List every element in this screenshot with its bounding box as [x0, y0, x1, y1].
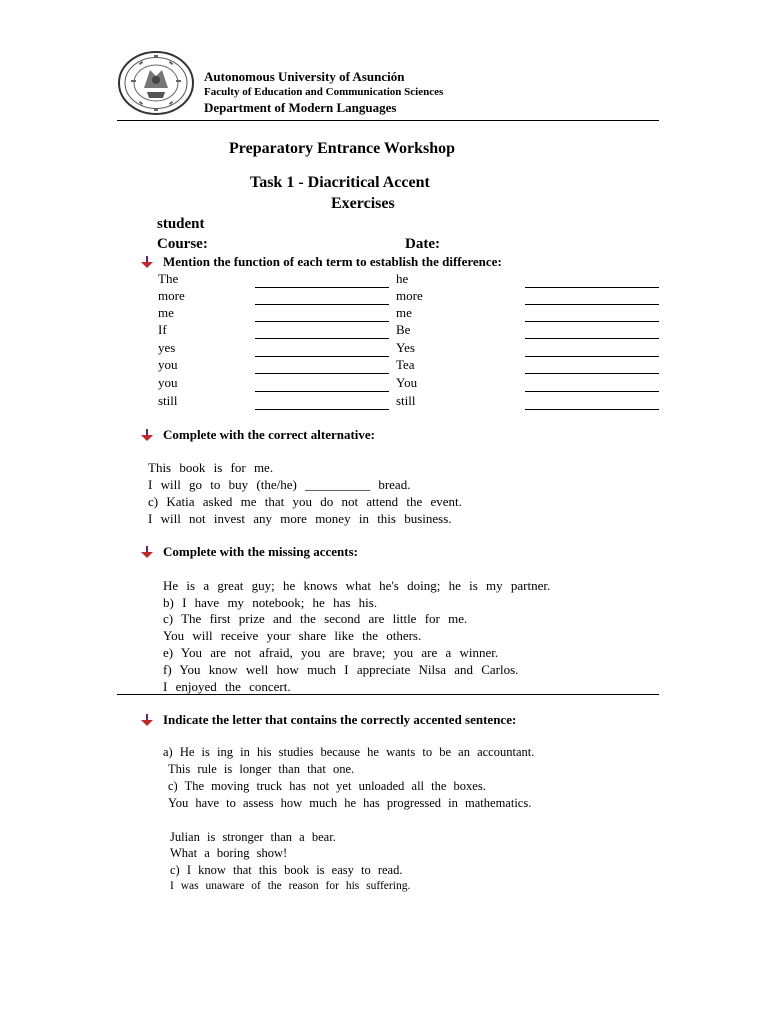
section3-instruction: Complete with the missing accents:	[163, 544, 358, 559]
exercise-sentence: c) I know that this book is easy to read.	[170, 863, 403, 877]
answer-blank-left[interactable]	[255, 321, 389, 322]
section1-instruction: Mention the function of each term to establish the difference:	[163, 254, 502, 269]
right-term: more	[396, 288, 423, 303]
answer-blank-left[interactable]	[255, 287, 389, 288]
header-divider	[117, 120, 659, 121]
exercise-sentence: This rule is longer than that one.	[168, 762, 355, 776]
answer-blank-right[interactable]	[525, 391, 659, 392]
arrow-bullet-icon	[141, 429, 153, 441]
exercise-sentence: Julian is stronger than a bear.	[170, 830, 336, 844]
workshop-title: Preparatory Entrance Workshop	[229, 140, 456, 157]
department-name: Department of Modern Languages	[204, 100, 397, 115]
exercise-sentence: I will go to buy (the/he) __________ bread.	[148, 477, 411, 492]
right-term: still	[396, 393, 416, 408]
answer-blank-left[interactable]	[255, 409, 389, 410]
answer-blank-left[interactable]	[255, 373, 389, 374]
exercise-sentence: b) I have my notebook; he has his.	[163, 595, 378, 610]
answer-blank-right[interactable]	[525, 373, 659, 374]
answer-blank-right[interactable]	[525, 287, 659, 288]
left-term: still	[158, 393, 178, 408]
right-term: Yes	[396, 340, 415, 355]
arrow-bullet-icon	[141, 256, 153, 268]
arrow-bullet-icon	[141, 546, 153, 558]
exercises-title: Exercises	[331, 195, 395, 212]
left-term: me	[158, 305, 174, 320]
answer-blank-left[interactable]	[255, 304, 389, 305]
section4-instruction: Indicate the letter that contains the correctly accented sentence:	[163, 712, 517, 727]
right-term: me	[396, 305, 412, 320]
exercise-sentence: You will receive your share like the others.	[163, 628, 422, 643]
exercise-sentence: What a boring show!	[170, 846, 288, 860]
answer-blank-right[interactable]	[525, 356, 659, 357]
right-term: You	[396, 375, 418, 390]
course-label: Course:	[157, 236, 208, 252]
exercise-sentence: This book is for me.	[148, 460, 274, 475]
section2-instruction: Complete with the correct alternative:	[163, 427, 376, 442]
exercise-sentence: f) You know well how much I appreciate Nilsa and Carlos.	[163, 662, 519, 677]
answer-blank-left[interactable]	[255, 391, 389, 392]
left-term: more	[158, 288, 185, 303]
exercise-sentence: c) Katia asked me that you do not attend the event.	[148, 494, 462, 509]
exercise-sentence: I will not invest any more money in this business.	[148, 511, 452, 526]
exercise-sentence: I was unaware of the reason for his suffering.	[170, 880, 411, 892]
university-seal-icon	[117, 50, 195, 116]
university-name: Autonomous University of Asunción	[204, 69, 405, 84]
right-term: he	[396, 271, 409, 286]
answer-blank-left[interactable]	[255, 338, 389, 339]
arrow-bullet-icon	[141, 714, 153, 726]
exercise-sentence: e) You are not afraid, you are brave; you are a winner.	[163, 645, 499, 660]
left-term: If	[158, 322, 167, 337]
answer-blank-right[interactable]	[525, 338, 659, 339]
page-divider	[117, 694, 659, 695]
right-term: Be	[396, 322, 411, 337]
task-title: Task 1 - Diacritical Accent	[250, 174, 430, 191]
left-term: you	[158, 375, 178, 390]
exercise-sentence: c) The first prize and the second are little for me.	[163, 611, 468, 626]
exercise-sentence: I enjoyed the concert.	[163, 679, 291, 694]
answer-blank-right[interactable]	[525, 304, 659, 305]
exercise-sentence: a) He is ing in his studies because he wants to be an accountant.	[163, 745, 535, 759]
left-term: The	[158, 271, 179, 286]
exercise-sentence: He is a great guy; he knows what he's doing; he is my partner.	[163, 578, 551, 593]
left-term: you	[158, 357, 178, 372]
answer-blank-left[interactable]	[255, 356, 389, 357]
answer-blank-right[interactable]	[525, 321, 659, 322]
exercise-sentence: You have to assess how much he has progressed in mathematics.	[168, 796, 532, 810]
left-term: yes	[158, 340, 176, 355]
date-label: Date:	[405, 236, 440, 252]
right-term: Tea	[396, 357, 415, 372]
answer-blank-right[interactable]	[525, 409, 659, 410]
student-label: student	[157, 216, 205, 232]
faculty-name: Faculty of Education and Communication Sciences	[204, 86, 444, 98]
exercise-sentence: c) The moving truck has not yet unloaded all the boxes.	[168, 779, 486, 793]
